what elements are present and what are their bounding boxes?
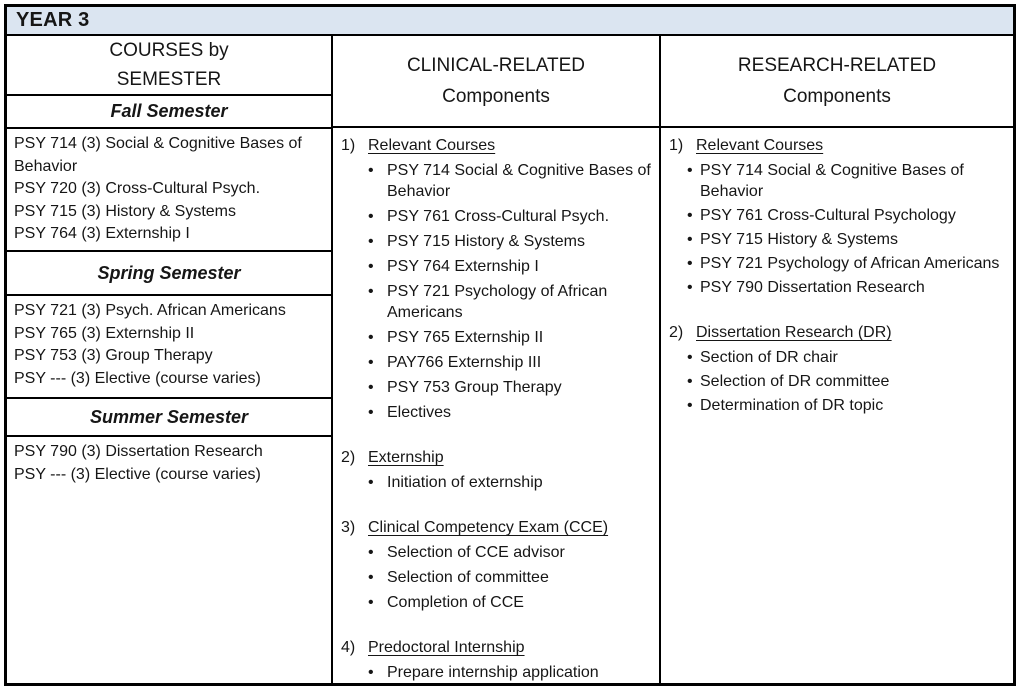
semester-course-list (7, 437, 331, 683)
bullet-item (669, 160, 1009, 202)
bullet-text: PSY 761 Cross-Cultural Psych. (387, 208, 610, 225)
year-title: YEAR 3 (16, 9, 90, 31)
group-number: 1) (669, 137, 684, 154)
course-item: PSY 720 (3) Cross-Cultural Psych. (14, 180, 261, 197)
courses-header-line2: SEMESTER (116, 69, 222, 90)
bullet-item (341, 402, 655, 423)
group-title: Predoctoral Internship (368, 639, 525, 656)
bullet-item (669, 253, 1009, 274)
group-number: 4) (341, 639, 356, 656)
clinical-header-line1: CLINICAL-RELATED (406, 55, 586, 76)
bullet-icon: • (368, 664, 374, 681)
bullet-item (669, 347, 1009, 368)
bullet-item (669, 277, 1009, 298)
bullet-item (341, 256, 655, 277)
year-banner (7, 7, 1013, 36)
component-group (669, 135, 1009, 298)
bullet-text: Determination of DR topic (700, 397, 884, 414)
component-group-heading (341, 447, 655, 468)
bullet-text: Initiation of externship (387, 474, 543, 491)
clinical-header-line2: Components (442, 86, 550, 107)
bullet-item (669, 371, 1009, 392)
component-group (341, 517, 655, 613)
group-number: 2) (669, 324, 684, 341)
bullet-icon: • (368, 233, 374, 250)
bullet-item (669, 205, 1009, 226)
bullet-text: PSY 721 Psychology of African Americans (700, 255, 1000, 272)
bullet-text: Electives (387, 404, 452, 421)
bullet-icon: • (687, 255, 693, 272)
course-item: PSY --- (3) Elective (course varies) (14, 369, 261, 387)
bullet-text: PSY 715 History & Systems (700, 231, 898, 248)
bullet-item (341, 662, 655, 683)
component-group-heading (341, 135, 655, 156)
course-item: PSY 790 (3) Dissertation Research (14, 443, 263, 460)
bullet-text: PAY766 Externship III (387, 354, 542, 371)
bullet-text: Selection of committee (387, 569, 549, 586)
bullet-text: PSY 714 Social & Cognitive Bases of Behavior (700, 162, 964, 200)
group-number: 2) (341, 449, 356, 466)
course-item: PSY 764 (3) Externship I (14, 225, 190, 242)
bullet-icon: • (368, 474, 374, 491)
bullet-item (341, 231, 655, 252)
bullet-icon: • (368, 354, 374, 371)
group-title: Externship (368, 449, 444, 466)
bullet-text: Completion of CCE (387, 594, 524, 611)
year-3-curriculum-table (4, 4, 1016, 686)
bullet-text: PSY 753 Group Therapy (387, 379, 562, 396)
bullet-text: Selection of CCE advisor (387, 544, 565, 561)
courses-by-semester-column (7, 36, 333, 683)
bullet-icon: • (368, 544, 374, 561)
semester-title: Summer Semester (7, 399, 331, 437)
bullet-icon: • (687, 397, 693, 414)
bullet-item (341, 327, 655, 348)
semester-course-list (7, 296, 331, 399)
bullet-icon: • (368, 208, 374, 225)
bullet-text: Prepare internship application (387, 664, 599, 681)
bullet-icon: • (368, 329, 374, 346)
bullet-text: PSY 790 Dissertation Research (700, 279, 925, 296)
clinical-column-body (333, 128, 659, 683)
bullet-item (669, 229, 1009, 250)
course-item: PSY 715 (3) History & Systems (14, 202, 236, 220)
course-item: PSY 765 (3) Externship II (14, 324, 195, 342)
research-column-body (661, 128, 1013, 683)
course-item: PSY 753 (3) Group Therapy (14, 347, 213, 364)
table-body (7, 36, 1013, 683)
course-item: PSY --- (3) Elective (course varies) (14, 465, 261, 483)
research-header-line1: RESEARCH-RELATED (737, 55, 937, 76)
bullet-text: PSY 721 Psychology of African Americans (387, 283, 608, 321)
bullet-text: PSY 715 History & Systems (387, 233, 585, 250)
bullet-icon: • (687, 349, 693, 366)
component-group (341, 637, 655, 683)
course-item: PSY 714 (3) Social & Cognitive Bases of Behavior (14, 135, 302, 175)
semester-course-list (7, 129, 331, 252)
bullet-text: PSY 765 Externship II (387, 329, 544, 346)
bullet-text: Section of DR chair (700, 349, 838, 366)
group-number: 1) (341, 137, 356, 154)
bullet-icon: • (368, 379, 374, 396)
component-group-heading (341, 637, 655, 658)
component-group (341, 135, 655, 423)
bullet-text: PSY 714 Social & Cognitive Bases of Behavior (387, 162, 651, 200)
component-group-heading (669, 135, 1009, 156)
research-related-column (661, 36, 1013, 683)
bullet-icon: • (368, 569, 374, 586)
research-header-line2: Components (783, 86, 891, 107)
component-group-heading (341, 517, 655, 538)
group-title: Dissertation Research (DR) (696, 324, 892, 341)
bullet-icon: • (687, 231, 693, 248)
bullet-item (341, 377, 655, 398)
bullet-item (341, 592, 655, 613)
courses-header-line1: COURSES by (109, 40, 229, 61)
bullet-icon: • (687, 207, 693, 224)
bullet-icon: • (368, 258, 374, 275)
group-title: Relevant Courses (368, 137, 496, 154)
component-group (669, 322, 1009, 416)
semester-title: Fall Semester (7, 96, 331, 129)
courses-column-header (7, 36, 331, 96)
bullet-icon: • (368, 594, 374, 611)
group-title: Clinical Competency Exam (CCE) (368, 519, 609, 536)
clinical-column-header (333, 36, 659, 128)
component-group-heading (669, 322, 1009, 343)
bullet-icon: • (368, 162, 374, 179)
bullet-item (341, 206, 655, 227)
bullet-icon: • (368, 283, 374, 300)
bullet-item (341, 352, 655, 373)
bullet-icon: • (368, 404, 374, 421)
bullet-icon: • (687, 373, 693, 390)
bullet-item (341, 472, 655, 493)
semester-title: Spring Semester (7, 252, 331, 296)
bullet-text: PSY 761 Cross-Cultural Psychology (700, 207, 956, 224)
bullet-text: PSY 764 Externship I (387, 258, 539, 275)
bullet-item (341, 567, 655, 588)
research-column-header (661, 36, 1013, 128)
clinical-related-column (333, 36, 661, 683)
course-item: PSY 721 (3) Psych. African Americans (14, 302, 286, 319)
component-group (341, 447, 655, 493)
bullet-item (341, 160, 655, 202)
bullet-item (341, 281, 655, 323)
bullet-item (669, 395, 1009, 416)
bullet-icon: • (687, 279, 693, 296)
bullet-item (341, 542, 655, 563)
group-number: 3) (341, 519, 356, 536)
bullet-icon: • (687, 162, 693, 179)
bullet-text: Selection of DR committee (700, 373, 890, 390)
group-title: Relevant Courses (696, 137, 824, 154)
